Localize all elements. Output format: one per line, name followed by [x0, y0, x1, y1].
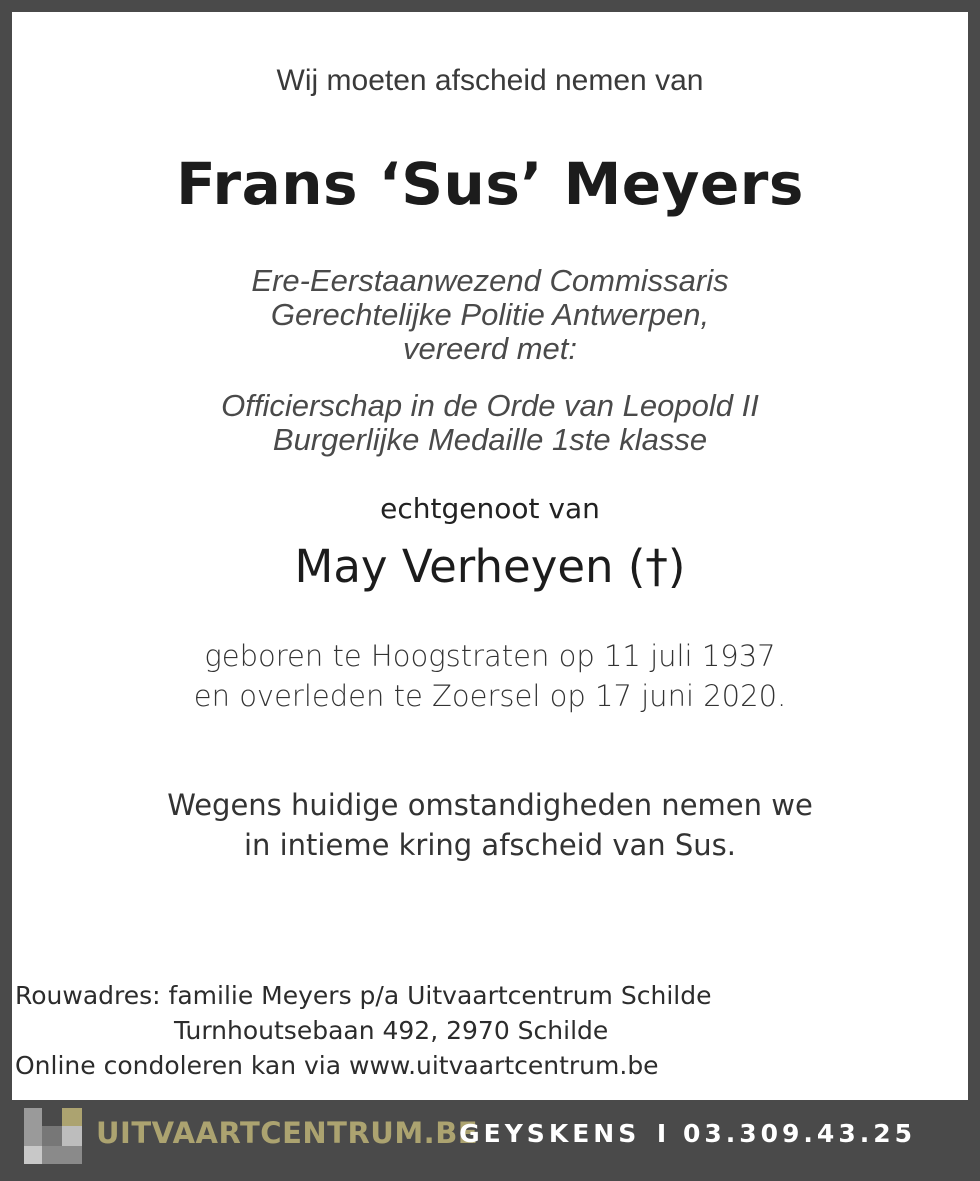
title-line: Ere-Eerstaanwezend Commissaris: [251, 263, 729, 298]
condolence-line: Online condoleren kan via www.uitvaartcentrum.be: [15, 1051, 659, 1080]
birth-line: geboren te Hoogstraten op 11 juli 1937: [204, 639, 776, 673]
funeral-home-name: GEYSKENS: [459, 1119, 641, 1148]
intro-text: Wij moeten afscheid nemen van: [276, 64, 704, 97]
note-line: Wegens huidige omstandigheden nemen we: [167, 788, 813, 822]
honor-line: Officierschap in de Orde van Leopold II: [221, 388, 759, 423]
footer-bar: [12, 1100, 968, 1175]
title-line: Gerechtelijke Politie Antwerpen,: [270, 297, 710, 332]
dates-block: [12, 636, 968, 716]
ceremony-note: [12, 785, 968, 865]
address-line: Rouwadres: familie Meyers p/a Uitvaartcentrum Schilde: [15, 981, 712, 1010]
contact-info: [459, 1119, 916, 1148]
spouse-name: May Verheyen (†): [294, 540, 686, 593]
deceased-name: Frans ‘Sus’ Meyers: [176, 150, 804, 218]
address-street: Turnhoutsebaan 492, 2970 Schilde: [174, 1016, 609, 1045]
obituary-card: [12, 12, 968, 1100]
honor-line: Burgerlijke Medaille 1ste klasse: [272, 422, 708, 457]
spouse-intro: echtgenoot van: [380, 492, 600, 525]
death-line: en overleden te Zoersel op 17 juni 2020.: [193, 679, 787, 713]
phone-number: 03.309.43.25: [682, 1119, 916, 1148]
uitvaartcentrum-logo-icon: [24, 1108, 82, 1164]
honors-block: [12, 389, 968, 457]
note-line: in intieme kring afscheid van Sus.: [243, 828, 737, 862]
separator: I: [656, 1119, 667, 1148]
title-line: vereerd met:: [402, 331, 577, 366]
titles-block: [12, 264, 968, 366]
mourning-address: [15, 978, 711, 1083]
brand-name: UITVAARTCENTRUM.BE: [96, 1116, 479, 1150]
